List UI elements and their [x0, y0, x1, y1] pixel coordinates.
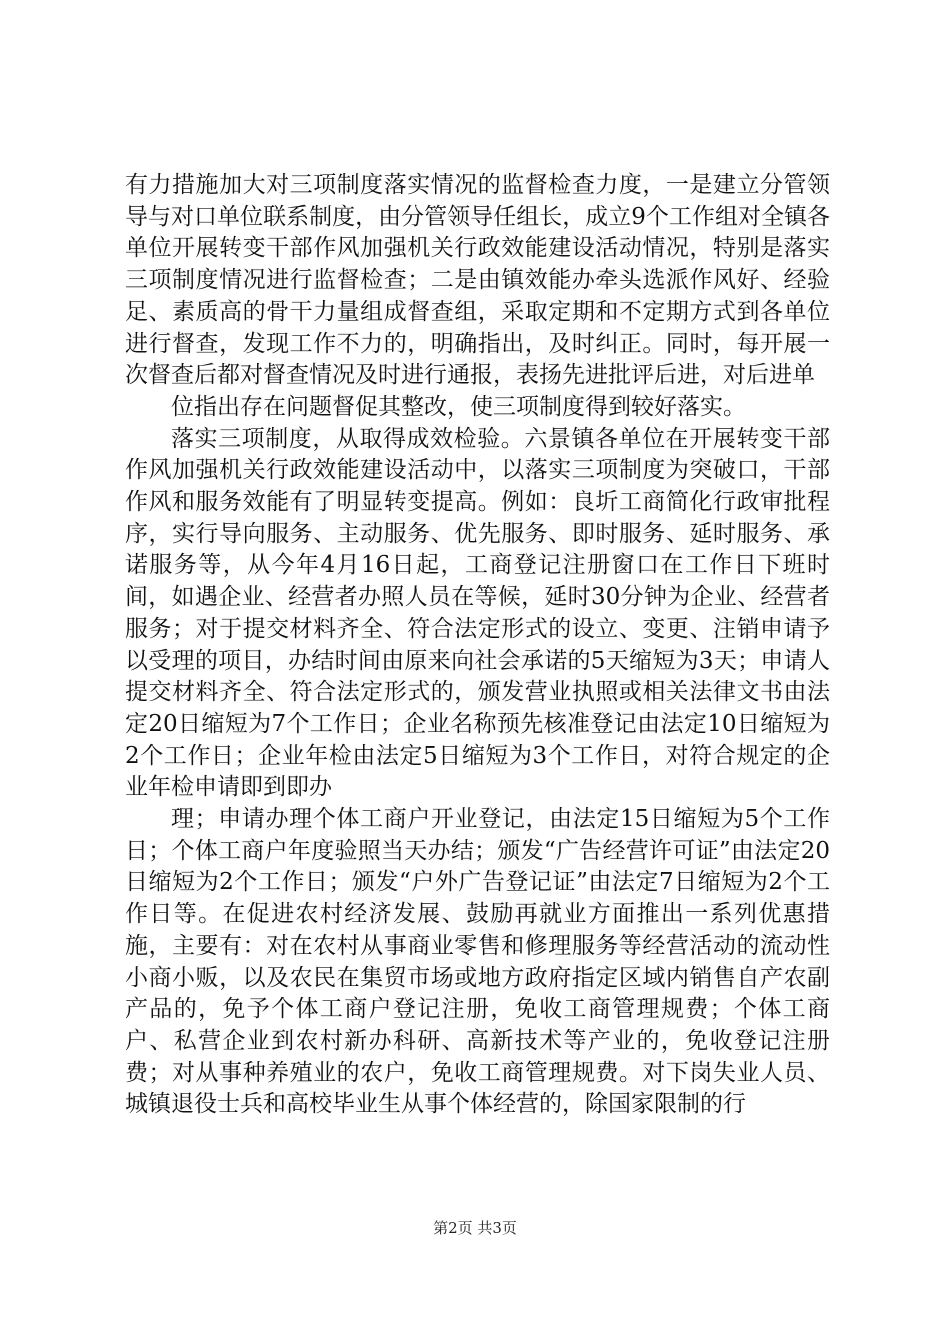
paragraph-4: 理；申请办理个体工商户开业登记，由法定15日缩短为5个工作日；个体工商户年度验照当天办结；颁发“广告经营许可证”由法定20日缩短为2个工作日；颁发“户外广告登记证”由法定7日缩短为2个工作日等。在促进农村经济发展、鼓励再就业方面推出一系列优惠措施，主要有：对在农村从事商业零售和修理服务等经营活动的流动性小商小贩，以及农民在集贸市场或地方政府指定区域内销售自产农副产品的，免予个体工商户登记注册，免收工商管理规费；个体工商户、私营企业到农村新办科研、高新技术等产业的，免收登记注册费；对从事种养殖业的农户，免收工商管理规费。对下岗失业人员、城镇退役士兵和高校毕业生从事个体经营的，除国家限制的行	[125, 806, 830, 1118]
paragraph-3: 落实三项制度，从取得成效检验。六景镇各单位在开展转变干部作风加强机关行政效能建设活动中，以落实三项制度为突破口，干部作风和服务效能有了明显转变提高。例如：良圻工商简化行政审批程序，实行导向服务、主动服务、优先服务、即时服务、延时服务、承诺服务等，从今年4月16日起，工商登记注册窗口在工作日下班时间，如遇企业、经营者办照人员在等候，延时30分钟为企业、经营者服务；对于提交材料齐全、符合法定形式的设立、变更、注销申请予以受理的项目，办结时间由原来向社会承诺的5天缩短为3天；申请人提交材料齐全、符合法定形式的，颁发营业执照或相关法律文书由法定20日缩短为7个工作日；企业名称预先核准登记由法定10日缩短为2个工作日；企业年检由法定5日缩短为3个工作日，对符合规定的企业年检申请即到即办	[125, 425, 830, 801]
paragraph-1: 有力措施加大对三项制度落实情况的监督检查力度，一是建立分管领导与对口单位联系制度，由分管领导任组长，成立9个工作组对全镇各单位开展转变干部作风加强机关行政效能建设活动情况，特别是落实三项制度情况进行监督检查；二是由镇效能办牵头选派作风好、经验足、素质高的骨干力量组成督查组，采取定期和不定期方式到各单位进行督查，发现工作不力的，明确指出，及时纠正。同时，每开展一次督查后都对督查情况及时进行通报，表扬先进批评后进，对后进单	[125, 172, 830, 389]
document-body	[125, 170, 830, 1121]
page-footer: 第2页 共3页	[433, 1219, 517, 1237]
paragraph-2: 位指出存在问题督促其整改，使三项制度得到较好落实。	[171, 393, 746, 420]
